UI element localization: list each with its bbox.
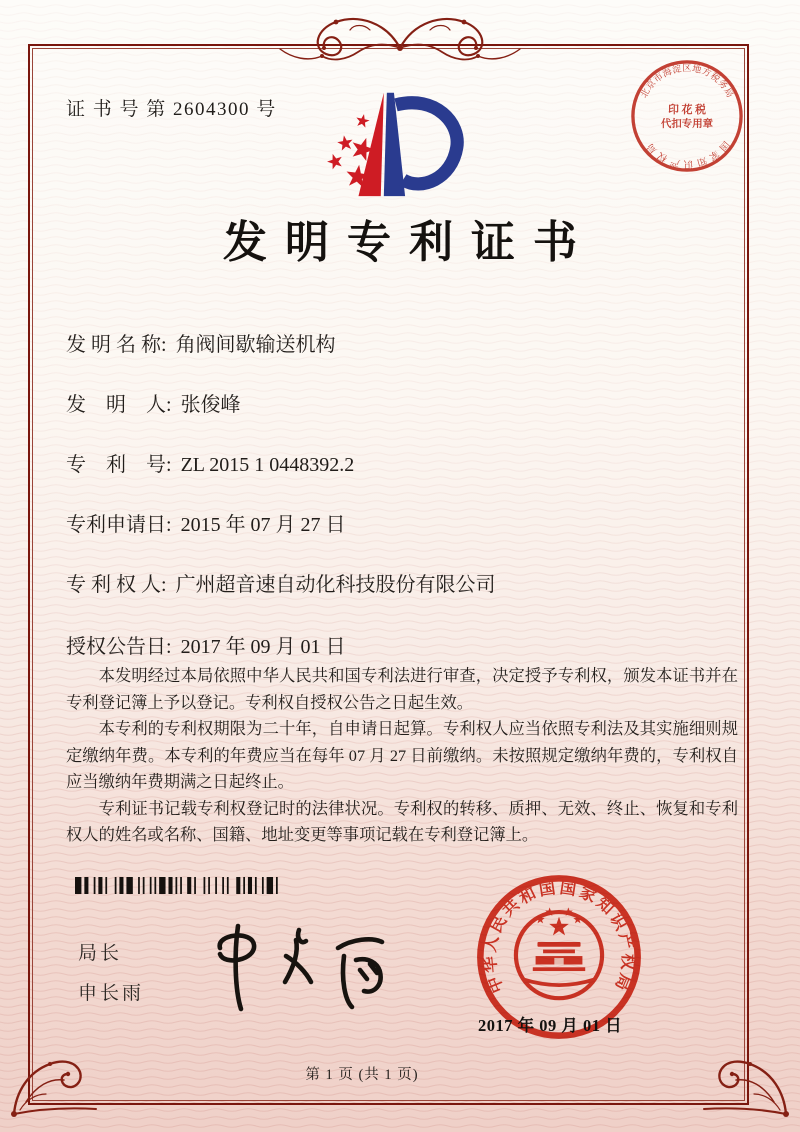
tax-stamp-top-arc-text: 北京市海淀区地方税务局 [638, 63, 736, 100]
svg-text:中华人民共和国国家知识产权局 [480, 878, 638, 996]
signer-block [78, 938, 144, 1018]
legal-paragraph-3: 专利证书记载专利权登记时的法律状况。专利权的转移、质押、无效、终止、恢复和专利权人的姓名或名称、国籍、地址变更等事项记载在专利登记簿上。 [66, 798, 738, 844]
svg-text:北京市海淀区地方税务局 [638, 62, 736, 99]
field-label: 授权公告日: [66, 636, 172, 658]
field-grant-date [66, 630, 346, 659]
certificate-number: 证 书 号 第 2604300 号 [66, 99, 277, 120]
field-label: 专利申请日: [66, 514, 172, 536]
field-invention-name [66, 328, 336, 357]
seal-date: 2017 年 09 月 01 日 [478, 1016, 623, 1035]
legal-paragraph-2: 本专利的专利权期限为二十年，自申请日起算。专利权人应当依照专利法及其实施细则规定缴纳年费。本专利的年费应当在每年 07 月 27 日前缴纳。未按照规定缴纳年费的，专利权自应当缴纳年费期满之日起终止。 [66, 719, 738, 791]
page-number-footer: 第 1 页 (共 1 页) [305, 1067, 419, 1083]
cnipa-logo [322, 82, 474, 220]
field-value: 角阀间歇输送机构 [175, 334, 336, 356]
field-label: 专 利 号: [66, 454, 172, 476]
logo-blue-bowl [396, 103, 457, 184]
tax-stamp-seal [628, 57, 746, 175]
field-patent-number [66, 448, 354, 477]
svg-text:国家知识产权局 [643, 139, 731, 170]
tax-stamp-bottom-arc-text: 国家知识产权局 [642, 138, 732, 169]
signer-name: 申长雨 [78, 983, 145, 1004]
tax-stamp-center-line2: 代扣专用章 [660, 118, 714, 130]
certificate-title: 发明专利证书 [223, 218, 595, 267]
field-value: ZL 2015 1 0448392.2 [180, 454, 355, 476]
signer-title: 局长 [78, 943, 123, 964]
field-value: 2015 年 07 月 27 日 [180, 514, 346, 536]
field-value: 2017 年 09 月 01 日 [180, 636, 346, 658]
field-value: 广州超音速自动化科技股份有限公司 [175, 574, 496, 596]
field-inventor [66, 388, 241, 417]
field-label: 专 利 权 人: [66, 574, 167, 596]
barcode [75, 877, 283, 894]
top-border-ornament [266, 8, 534, 70]
legal-text-block [66, 663, 738, 849]
field-label: 发 明 人: [66, 394, 172, 416]
field-label: 发 明 名 称: [66, 334, 167, 356]
field-value: 张俊峰 [180, 394, 241, 416]
field-patentee [66, 568, 496, 597]
tax-stamp-center-line1: 印 花 税 [668, 104, 706, 117]
seal-ring-text: 中华人民共和国国家知识产权局 [479, 877, 639, 996]
signature-shen-changyu [200, 912, 400, 1017]
legal-paragraph-1: 本发明经过本局依照中华人民共和国专利法进行审查，决定授予专利权，颁发本证书并在专利登记簿上予以登记。专利权自授权公告之日起生效。 [66, 666, 738, 712]
field-filing-date [66, 508, 346, 537]
seal-national-emblem [516, 907, 602, 998]
